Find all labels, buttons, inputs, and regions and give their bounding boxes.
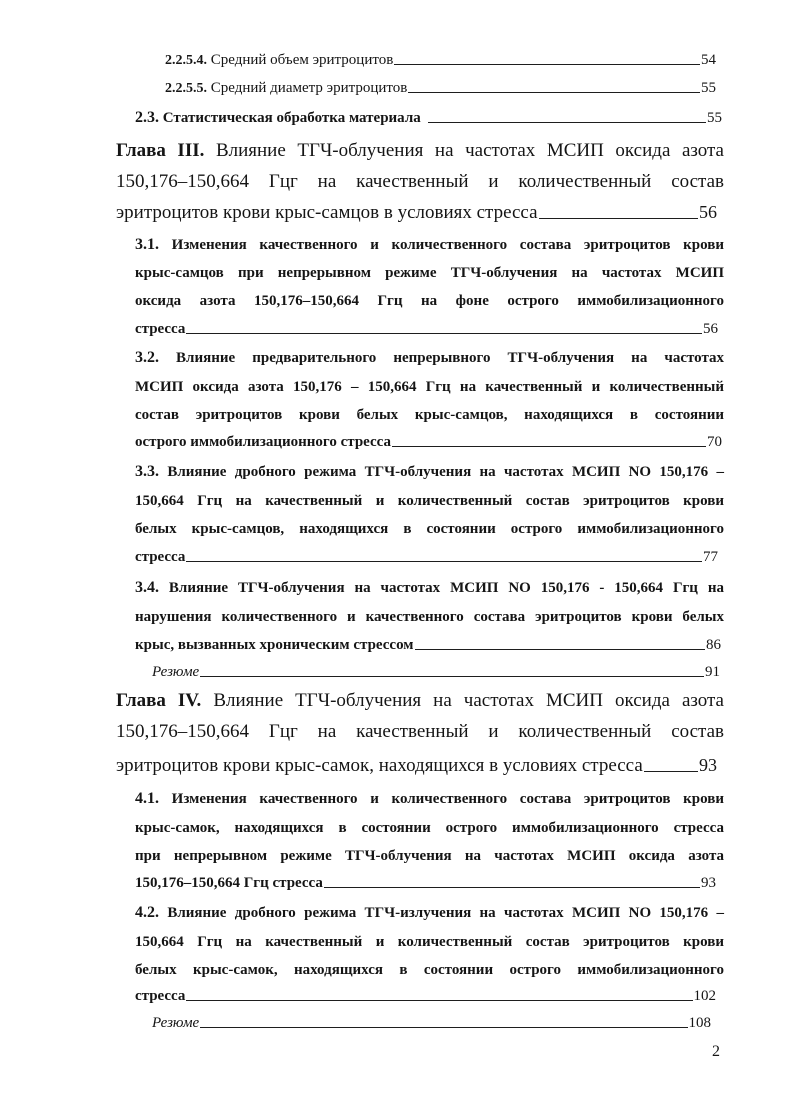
toc-entry-2-3 — [135, 104, 722, 132]
toc-leader-line — [394, 64, 700, 65]
toc-entry-2-2-5-4 — [165, 46, 716, 74]
toc-chapter-title-line: 150,176–150,664 Гцг на качественный и количественный состав — [116, 721, 724, 742]
toc-page-number: 54 — [701, 52, 716, 68]
toc-entry-text — [165, 46, 393, 75]
toc-leader-line — [200, 1027, 687, 1028]
toc-page-number: 93 — [701, 875, 716, 891]
toc-entry-summary-2 — [152, 1009, 711, 1037]
toc-summary-title: Резюме — [152, 1015, 200, 1031]
toc-entry-number: 3.3. — [135, 463, 159, 480]
toc-entry-4-1-line-1 — [135, 785, 724, 813]
toc-entry-title: Статистическая обработка материала — [162, 110, 421, 126]
toc-entry-title-line: Влияние ТГЧ-облучения на частотах МСИП NO 150,176 - 150,664 Ггц на — [168, 580, 725, 596]
toc-entry-title-line: состав эритроцитов крови белых крыс-самцов, находящихся в состоянии — [135, 407, 724, 423]
toc-entry-4-2-line-3 — [135, 956, 724, 984]
toc-page-number: 70 — [707, 434, 722, 450]
toc-chapter-4-line-1 — [116, 686, 724, 716]
toc-entry-title-line: Влияние предварительного непрерывного ТГЧ-облучения на частотах — [176, 350, 724, 366]
toc-leader-line — [186, 333, 702, 334]
toc-entry-3-1-line-4 — [135, 315, 718, 343]
toc-entry-title-line: крыс, вызванных хроническим стрессом — [135, 637, 414, 653]
toc-entry-3-2-line-1 — [135, 344, 724, 372]
toc-chapter-3-line-2 — [116, 167, 724, 197]
toc-entry-number: 4.2. — [135, 904, 159, 921]
toc-entry-number: 3.2. — [135, 349, 159, 366]
toc-entry-3-2-line-4 — [135, 428, 722, 456]
toc-entry-title-line: 150,664 Ггц на качественный и количественный состав эритроцитов крови — [135, 934, 724, 950]
toc-page-number: 55 — [707, 110, 722, 126]
toc-entry-3-3-line-1 — [135, 458, 724, 486]
toc-entry-title-line: Влияние дробного режима ТГЧ-излучения на частотах МСИП NO 150,176 – — [167, 905, 725, 921]
toc-leader-line — [539, 218, 698, 219]
toc-entry-4-1-line-2 — [135, 814, 724, 842]
toc-leader-line — [392, 446, 706, 447]
toc-entry-title-line: 150,664 Ггц на качественный и количественный состав эритроцитов крови — [135, 493, 724, 509]
toc-chapter-number: Глава IV. — [116, 690, 202, 711]
toc-entry-2-2-5-5 — [165, 74, 716, 102]
toc-entry-number: 2.3. — [135, 109, 159, 126]
toc-page-number: 56 — [699, 202, 717, 222]
toc-page-number: 93 — [699, 755, 717, 775]
toc-entry-4-2-line-2 — [135, 928, 724, 956]
toc-leader-line — [408, 92, 700, 93]
toc-entry-title-line: нарушения количественного и качественного состава эритроцитов крови белых — [135, 609, 724, 625]
toc-entry-summary-1 — [152, 658, 720, 686]
toc-entry-3-1-line-2 — [135, 259, 724, 287]
toc-chapter-title-line: Влияние ТГЧ-облучения на частотах МСИП оксида азота — [213, 690, 724, 711]
toc-leader-line — [415, 649, 705, 650]
toc-entry-title-line: стресса — [135, 549, 186, 565]
toc-chapter-3-line-3 — [116, 197, 717, 227]
toc-entry-title-line: 150,176–150,664 Ггц стресса — [135, 875, 323, 891]
toc-leader-line — [428, 122, 706, 123]
toc-entry-text — [135, 104, 421, 132]
toc-page-number: 77 — [703, 549, 718, 565]
toc-entry-text — [165, 74, 407, 103]
toc-chapter-title-line: Влияние ТГЧ-облучения на частотах МСИП оксида азота — [215, 140, 724, 161]
toc-entry-number: 3.1. — [135, 236, 159, 253]
toc-entry-title-line: острого иммобилизационного стресса — [135, 434, 391, 450]
toc-leader-line — [324, 887, 700, 888]
toc-summary-title: Резюме — [152, 664, 200, 680]
toc-entry-title-line: крыс-самок, находящихся в состоянии острого иммобилизационного стресса — [135, 820, 724, 836]
toc-entry-number: 2.2.5.4. — [165, 53, 207, 68]
toc-entry-4-2-line-1 — [135, 899, 724, 927]
toc-entry-title-line: оксида азота 150,176–150,664 Ггц на фоне острого иммобилизационного — [135, 293, 724, 309]
toc-entry-title-line: стресса — [135, 988, 186, 1004]
toc-entry-3-4-line-2 — [135, 603, 724, 631]
toc-entry-title-line: белых крыс-самцов, находящихся в состоянии острого иммобилизационного — [135, 521, 724, 537]
toc-page-number: 91 — [705, 664, 720, 680]
toc-entry-title-line: Влияние дробного режима ТГЧ-облучения на частотах МСИП NO 150,176 – — [167, 464, 724, 480]
toc-entry-title: Средний объем эритроцитов — [210, 52, 394, 68]
toc-chapter-title-line: 150,176–150,664 Гцг на качественный и количественный состав — [116, 171, 724, 192]
toc-entry-3-4-line-1 — [135, 574, 724, 602]
toc-entry-4-1-line-4 — [135, 869, 716, 897]
toc-leader-line — [186, 561, 702, 562]
toc-chapter-number: Глава III. — [116, 140, 205, 161]
toc-page-number: 108 — [688, 1015, 711, 1031]
toc-entry-title-line: Изменения качественного и количественного состава эритроцитов крови — [171, 237, 724, 253]
toc-entry-title-line: стресса — [135, 321, 186, 337]
toc-entry-number: 4.1. — [135, 790, 159, 807]
toc-entry-3-1-line-1 — [135, 231, 724, 259]
toc-entry-3-4-line-3 — [135, 631, 721, 659]
toc-page-number: 86 — [706, 637, 721, 653]
toc-entry-3-3-line-2 — [135, 487, 724, 515]
toc-entry-3-3-line-3 — [135, 515, 724, 543]
toc-entry-title-line: белых крыс-самок, находящихся в состоянии острого иммобилизационного — [135, 962, 724, 978]
document-page-number: 2 — [712, 1043, 720, 1060]
toc-chapter-3-line-1 — [116, 136, 724, 166]
toc-entry-title-line: при непрерывном режиме ТГЧ-облучения на частотах МСИП оксида азота — [135, 848, 724, 864]
toc-leader-line — [186, 1000, 692, 1001]
toc-entry-title-line: Изменения качественного и количественного состава эритроцитов крови — [171, 791, 724, 807]
toc-leader-line — [200, 676, 704, 677]
toc-entry-title: Средний диаметр эритроцитов — [210, 80, 408, 96]
toc-entry-3-3-line-4 — [135, 543, 718, 571]
toc-entry-4-1-line-3 — [135, 842, 724, 870]
toc-chapter-4-line-2 — [116, 717, 724, 747]
toc-entry-3-1-line-3 — [135, 287, 724, 315]
toc-entry-number: 3.4. — [135, 579, 159, 596]
toc-entry-number: 2.2.5.5. — [165, 81, 207, 96]
toc-chapter-4-line-3 — [116, 750, 717, 780]
toc-entry-3-2-line-3 — [135, 401, 724, 429]
toc-chapter-title-line: эритроцитов крови крыс-самцов в условиях стресса — [116, 202, 538, 223]
toc-entry-4-2-line-4 — [135, 982, 716, 1010]
toc-entry-title-line: МСИП оксида азота 150,176 – 150,664 Ггц на качественный и количественный — [135, 379, 724, 395]
toc-page-number: 56 — [703, 321, 718, 337]
toc-page-number: 55 — [701, 80, 716, 96]
toc-entry-title-line: крыс-самцов при непрерывном режиме ТГЧ-облучения на частотах МСИП — [135, 265, 724, 281]
toc-page-number: 102 — [693, 988, 716, 1004]
toc-leader-line — [644, 771, 698, 772]
toc-entry-3-2-line-2 — [135, 373, 724, 401]
toc-chapter-title-line: эритроцитов крови крыс-самок, находящихся в условиях стресса — [116, 755, 643, 776]
